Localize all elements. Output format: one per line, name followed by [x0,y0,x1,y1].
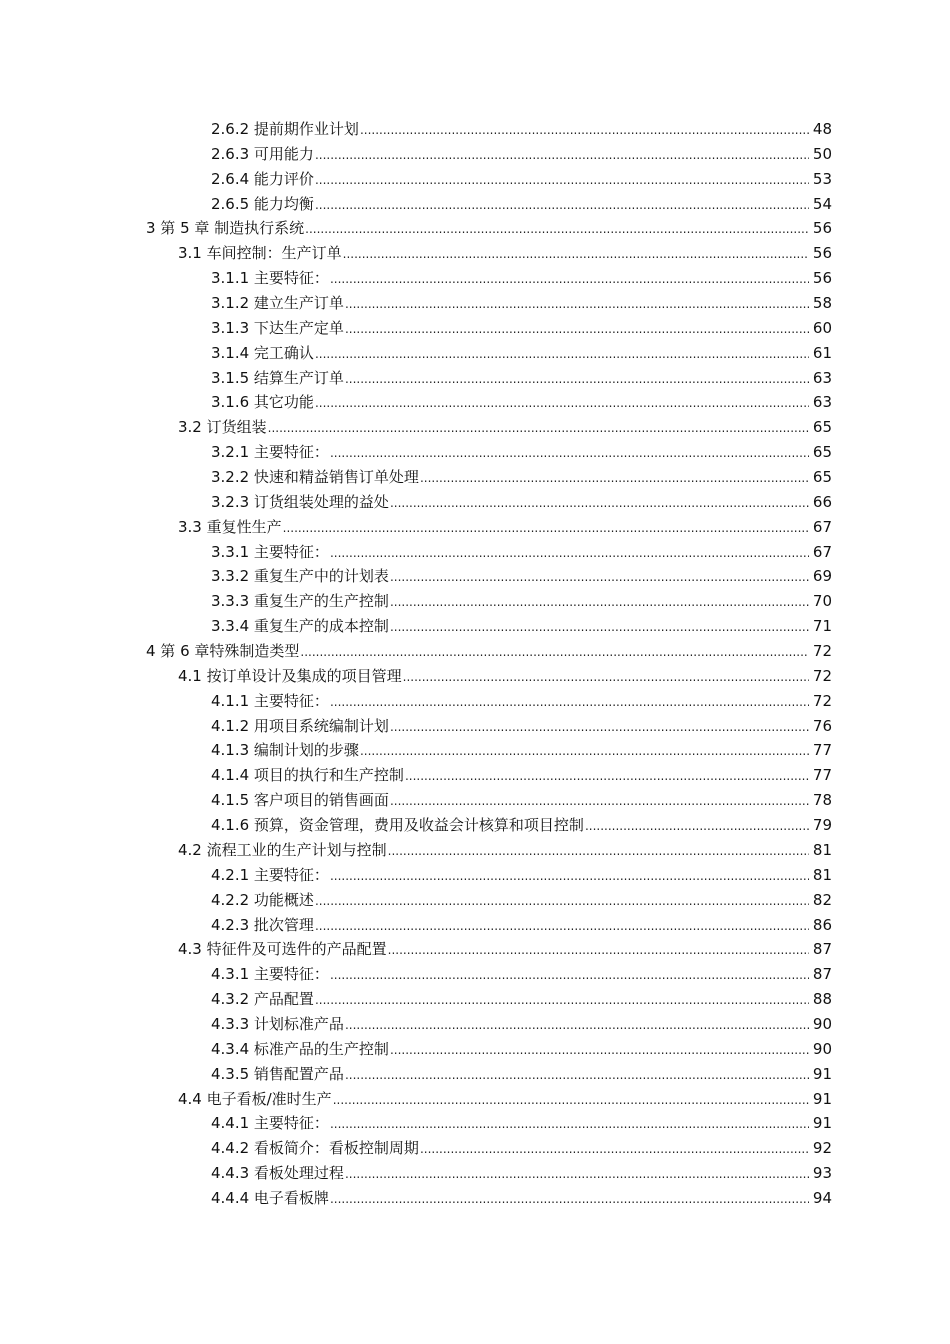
toc-dot-leader [330,963,809,988]
toc-entry[interactable] [0,1062,950,1087]
toc-dot-leader [315,889,809,914]
toc-dot-leader [345,317,809,342]
toc-entry-page-number: 72 [812,642,832,661]
toc-entry-page-number: 48 [812,120,832,138]
toc-dot-leader [390,590,809,615]
toc-entry[interactable] [0,216,950,241]
toc-entry[interactable] [0,1161,950,1186]
toc-entry-title: 4.1.2 用项目系统编制计划 [211,716,389,735]
toc-dot-leader [390,565,809,590]
toc-entry-page-number: 86 [812,915,832,934]
toc-entry[interactable] [0,540,950,565]
toc-dot-leader [330,864,809,889]
toc-dot-leader [268,416,809,441]
toc-dot-leader [345,292,809,317]
toc-dot-leader [360,118,809,143]
toc-entry-title: 3.1.6 其它功能 [211,393,314,412]
toc-entry-page-number: 69 [812,567,832,586]
toc-entry-title: 4.2.2 功能概述 [211,890,314,909]
toc-entry-page-number: 91 [812,1089,832,1108]
toc-entry-title: 4.2 流程工业的生产计划与控制 [178,840,387,859]
toc-entry-title: 4.1.6 预算，资金管理，费用及收益会计核算和项目控制 [211,816,584,835]
toc-entry-page-number: 87 [812,940,832,959]
toc-dot-leader [315,391,809,416]
toc-entry-title: 4.3.2 产品配置 [211,990,314,1009]
toc-entry-page-number: 77 [812,766,832,785]
toc-entry-page-number: 79 [812,816,832,835]
toc-entry-title: 4.1.1 主要特征： [211,691,329,710]
toc-entry[interactable] [0,117,950,142]
toc-dot-leader [305,217,809,242]
toc-entry[interactable] [0,415,950,440]
toc-entry-page-number: 87 [812,965,832,984]
toc-dot-leader [405,764,809,789]
toc-entry-page-number: 78 [812,791,832,810]
toc-dot-leader [390,615,809,640]
toc-dot-leader [330,1187,809,1212]
toc-dot-leader [343,242,809,267]
toc-entry[interactable] [0,614,950,639]
toc-entry-title: 4.2.3 批次管理 [211,915,314,934]
toc-entry-title: 3.2.3 订货组装处理的益处 [211,492,389,511]
toc-entry[interactable] [0,465,950,490]
toc-entry[interactable] [0,987,950,1012]
toc-entry-title: 3.1 车间控制：生产订单 [178,244,342,263]
toc-entry-title: 4.2.1 主要特征： [211,865,329,884]
toc-entry-title: 4.1 按订单设计及集成的项目管理 [178,666,402,685]
toc-dot-leader [315,988,809,1013]
toc-entry-title: 4.4.2 看板简介：看板控制周期 [211,1139,419,1158]
toc-entry[interactable] [0,838,950,863]
toc-entry-page-number: 72 [812,691,832,710]
toc-entry-title: 4.4 电子看板/准时生产 [178,1089,332,1108]
toc-entry-page-number: 81 [812,865,832,884]
toc-entry[interactable] [0,1136,950,1161]
toc-entry[interactable] [0,366,950,391]
toc-entry[interactable] [0,714,950,739]
toc-entry[interactable] [0,440,950,465]
toc-entry-page-number: 50 [812,144,832,163]
toc-entry[interactable] [0,738,950,763]
toc-entry-title: 3.3 重复性生产 [178,517,282,536]
toc-dot-leader [345,1013,809,1038]
toc-entry-page-number: 70 [812,592,832,611]
toc-entry[interactable] [0,241,950,266]
toc-entry[interactable] [0,913,950,938]
toc-entry-title: 3.3.1 主要特征： [211,542,329,561]
toc-dot-leader [330,1112,809,1137]
toc-dot-leader [390,715,809,740]
toc-dot-leader [315,143,809,168]
toc-entry-title: 3.3.3 重复生产的生产控制 [211,592,389,611]
toc-entry-page-number: 81 [812,840,832,859]
toc-entry-page-number: 56 [812,219,832,238]
toc-entry[interactable] [0,490,950,515]
toc-entry-page-number: 54 [812,194,832,213]
toc-entry-page-number: 72 [812,666,832,685]
toc-dot-leader [315,342,809,367]
toc-entry-page-number: 93 [812,1164,832,1183]
toc-dot-leader [330,441,809,466]
toc-entry[interactable] [0,316,950,341]
toc-dot-leader [420,466,809,491]
toc-dot-leader [388,938,809,963]
toc-entry-page-number: 56 [812,244,832,263]
toc-dot-leader [330,267,809,292]
toc-entry-title: 3.1.1 主要特征： [211,269,329,288]
toc-entry-title: 3.1.4 完工确认 [211,343,314,362]
toc-entry-title: 4.4.4 电子看板牌 [211,1188,329,1207]
toc-entry-page-number: 88 [812,990,832,1009]
toc-entry-title: 2.6.4 能力评价 [211,169,314,188]
toc-dot-leader [345,1162,809,1187]
toc-entry-title: 3.2 订货组装 [178,418,267,437]
toc-entry[interactable] [0,763,950,788]
toc-dot-leader [330,690,809,715]
toc-dot-leader [345,367,809,392]
toc-entry-title: 4 第 6 章特殊制造类型 [146,642,300,661]
toc-entry-title: 4.1.4 项目的执行和生产控制 [211,766,404,785]
toc-entry[interactable] [0,266,950,291]
toc-entry-page-number: 65 [812,468,832,487]
toc-dot-leader [315,168,809,193]
toc-dot-leader [315,193,809,218]
toc-entry-title: 2.6.5 能力均衡 [211,194,314,213]
toc-entry[interactable] [0,142,950,167]
toc-entry-title: 4.4.3 看板处理过程 [211,1164,344,1183]
toc-entry[interactable] [0,937,950,962]
toc-entry-page-number: 91 [812,1064,832,1083]
toc-entry-page-number: 66 [812,492,832,511]
toc-entry-title: 4.3.4 标准产品的生产控制 [211,1039,389,1058]
toc-entry[interactable] [0,291,950,316]
toc-entry-title: 4.3 特征件及可选件的产品配置 [178,940,387,959]
toc-dot-leader [390,1038,809,1063]
toc-entry-title: 3.3.4 重复生产的成本控制 [211,617,389,636]
toc-entry[interactable] [0,390,950,415]
toc-entry-page-number: 92 [812,1139,832,1158]
toc-entry[interactable] [0,664,950,689]
toc-dot-leader [403,665,809,690]
toc-entry-page-number: 71 [812,617,832,636]
toc-entry-title: 4.3.5 销售配置产品 [211,1064,344,1083]
toc-dot-leader [360,739,809,764]
toc-entry-title: 4.4.1 主要特征： [211,1114,329,1133]
toc-entry-page-number: 58 [812,294,832,313]
toc-entry-title: 3.2.1 主要特征： [211,443,329,462]
toc-entry-page-number: 56 [812,269,832,288]
toc-dot-leader [333,1088,809,1113]
toc-dot-leader [283,516,809,541]
toc-dot-leader [388,839,809,864]
toc-entry-page-number: 91 [812,1114,832,1133]
table-of-contents [0,117,950,1211]
toc-entry[interactable] [0,564,950,589]
toc-entry[interactable] [0,1111,950,1136]
toc-entry-title: 3.1.2 建立生产订单 [211,294,344,313]
toc-entry-page-number: 65 [812,418,832,437]
toc-dot-leader [345,1063,809,1088]
toc-entry-page-number: 94 [812,1188,832,1207]
toc-entry-title: 4.3.1 主要特征： [211,965,329,984]
toc-entry[interactable] [0,1012,950,1037]
toc-entry-page-number: 53 [812,169,832,188]
toc-dot-leader [300,640,809,665]
toc-entry[interactable] [0,341,950,366]
toc-entry[interactable] [0,1186,950,1211]
toc-entry[interactable] [0,1087,950,1112]
toc-entry-title: 3.2.2 快速和精益销售订单处理 [211,468,419,487]
toc-entry-page-number: 82 [812,890,832,909]
toc-entry[interactable] [0,888,950,913]
toc-entry-page-number: 61 [812,343,832,362]
toc-entry[interactable] [0,167,950,192]
toc-entry[interactable] [0,515,950,540]
toc-entry[interactable] [0,813,950,838]
toc-entry-page-number: 90 [812,1014,832,1033]
toc-entry-title: 3.3.2 重复生产中的计划表 [211,567,389,586]
toc-entry-page-number: 60 [812,318,832,337]
toc-entry-page-number: 90 [812,1039,832,1058]
toc-entry-page-number: 67 [812,517,832,536]
toc-entry[interactable] [0,788,950,813]
toc-entry-title: 4.3.3 计划标准产品 [211,1014,344,1033]
toc-entry-title: 4.1.5 客户项目的销售画面 [211,791,389,810]
toc-entry[interactable] [0,192,950,217]
toc-entry[interactable] [0,962,950,987]
toc-entry[interactable] [0,863,950,888]
toc-entry[interactable] [0,639,950,664]
toc-entry-title: 3.1.5 结算生产订单 [211,368,344,387]
toc-entry-page-number: 76 [812,716,832,735]
toc-entry[interactable] [0,1037,950,1062]
toc-dot-leader [585,814,809,839]
toc-entry-page-number: 67 [812,542,832,561]
toc-entry[interactable] [0,689,950,714]
toc-entry-title: 3.1.3 下达生产定单 [211,318,344,337]
toc-dot-leader [390,491,809,516]
toc-entry-page-number: 65 [812,443,832,462]
toc-dot-leader [330,541,809,566]
toc-entry-title: 3 第 5 章 制造执行系统 [146,219,305,238]
toc-entry-title: 2.6.2 提前期作业计划 [211,120,359,138]
toc-dot-leader [315,914,809,939]
toc-entry-page-number: 63 [812,393,832,412]
toc-entry-page-number: 77 [812,741,832,760]
toc-entry-title: 4.1.3 编制计划的步骤 [211,741,359,760]
toc-entry-title: 2.6.3 可用能力 [211,144,314,163]
toc-entry[interactable] [0,589,950,614]
toc-dot-leader [390,789,809,814]
toc-entry-page-number: 63 [812,368,832,387]
toc-dot-leader [420,1137,809,1162]
